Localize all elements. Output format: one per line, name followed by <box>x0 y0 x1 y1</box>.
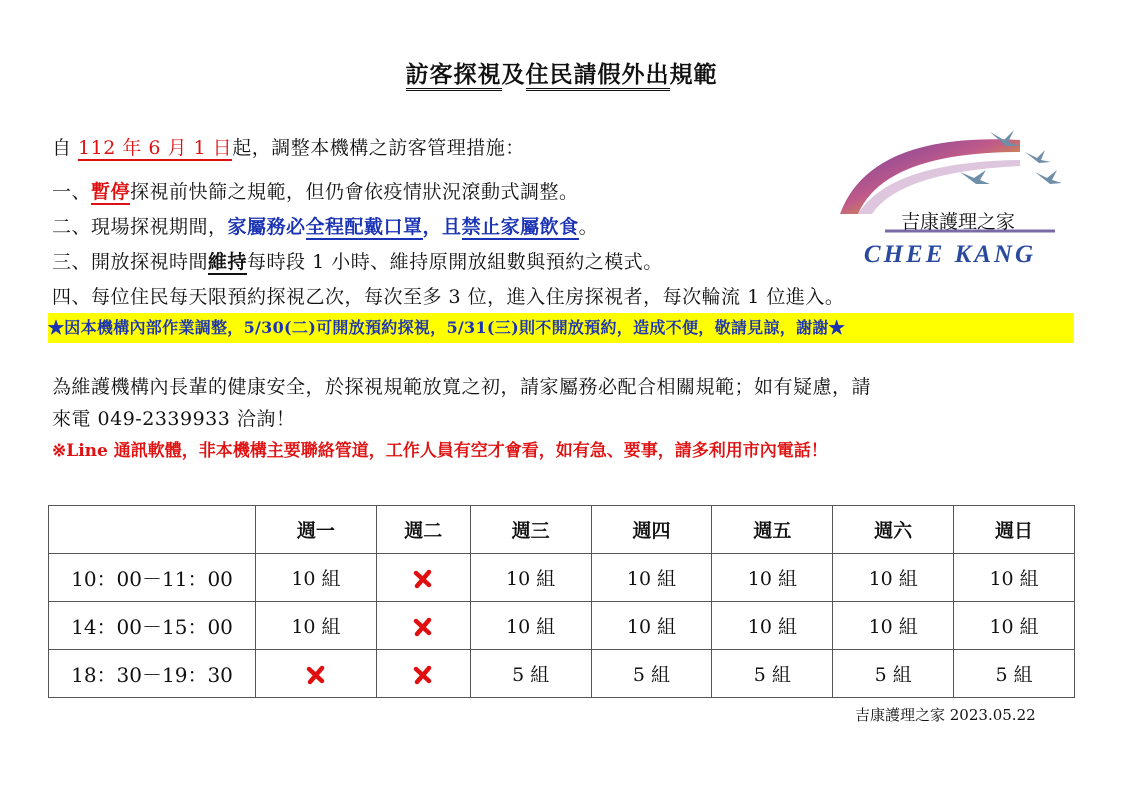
closed-cell <box>376 554 470 602</box>
header-wed: 週三 <box>470 506 591 554</box>
group-count-cell: 5 組 <box>954 650 1075 698</box>
rule-1 <box>52 177 579 204</box>
red-x-icon <box>413 617 433 637</box>
title-part-1: 訪客探視 <box>406 61 502 91</box>
rule-3-b: 維持 <box>208 251 248 273</box>
group-count-cell: 10 組 <box>470 602 591 650</box>
group-count-cell: 5 組 <box>470 650 591 698</box>
intro-prefix: 自 <box>52 137 79 159</box>
rule-2-c: 全程配戴口罩 <box>305 216 423 238</box>
notice-line-2: 來電 049-2339933 洽詢！ <box>52 408 296 430</box>
group-count-cell: 5 組 <box>591 650 712 698</box>
title-part-3: 住民請假外出 <box>526 61 670 91</box>
header-tue: 週二 <box>376 506 470 554</box>
closed-cell <box>376 602 470 650</box>
group-count-cell: 10 組 <box>256 602 377 650</box>
group-count-cell: 10 組 <box>470 554 591 602</box>
group-count-cell: 10 組 <box>954 554 1075 602</box>
page-title <box>0 56 1123 89</box>
red-x-icon <box>306 665 326 685</box>
group-count-cell: 10 組 <box>591 602 712 650</box>
schedule-header-row <box>49 506 1075 554</box>
group-count-cell: 10 組 <box>833 602 954 650</box>
intro-suffix: 起，調整本機構之訪客管理措施： <box>232 137 525 159</box>
notice-line-1: 為維護機構內長輩的健康安全，於探視規範放寬之初，請家屬務必配合相關規範；如有疑慮，請 <box>52 376 872 398</box>
header-blank <box>49 506 256 554</box>
rule-2-a: 二、現場探視期間， <box>52 216 228 238</box>
header-fri: 週五 <box>712 506 833 554</box>
chee-kang-logo <box>830 122 1070 272</box>
time-slot: 14：00－15：00 <box>49 602 256 650</box>
group-count-cell: 10 組 <box>833 554 954 602</box>
table-row <box>49 602 1075 650</box>
rule-3 <box>52 247 663 274</box>
header-mon: 週一 <box>256 506 377 554</box>
rule-3-c: 每時段 1 小時、維持原開放組數與預約之模式。 <box>247 251 663 273</box>
rule-1-highlight: 暫停 <box>91 181 131 203</box>
line-app-notice: ※Line 通訊軟體，非本機構主要聯絡管道，工作人員有空才會看，如有急、要事，請多利用市內電話！ <box>52 441 828 461</box>
time-slot: 18：30－19：30 <box>49 650 256 698</box>
intro-date: 112 年 6 月 1 日 <box>78 137 233 159</box>
table-row <box>49 554 1075 602</box>
time-slot: 10：00－11：00 <box>49 554 256 602</box>
visit-schedule-table <box>48 505 1075 698</box>
footer-signature: 吉康護理之家 2023.05.22 <box>855 706 1036 724</box>
table-row <box>49 650 1075 698</box>
header-thu: 週四 <box>591 506 712 554</box>
group-count-cell: 10 組 <box>591 554 712 602</box>
group-count-cell: 5 組 <box>712 650 833 698</box>
group-count-cell: 5 組 <box>833 650 954 698</box>
rule-2-d: ，且 <box>422 216 462 238</box>
header-sat: 週六 <box>833 506 954 554</box>
rule-2-e: 禁止家屬飲食 <box>461 216 579 238</box>
logo-chinese-name: 吉康護理之家 <box>900 211 1016 233</box>
header-sun: 週日 <box>954 506 1075 554</box>
rule-4: 四、每位住民每天限預約探視乙次，每次至多 3 位，進入住房探視者，每次輪流 1 位進入。 <box>52 286 845 308</box>
group-count-cell: 10 組 <box>954 602 1075 650</box>
rule-3-a: 三、開放探視時間 <box>52 251 209 273</box>
closed-cell <box>256 650 377 698</box>
group-count-cell: 10 組 <box>712 554 833 602</box>
schedule-body <box>49 554 1075 698</box>
rule-2-f: 。 <box>578 216 599 238</box>
rule-1-num: 一、 <box>52 181 92 203</box>
closed-cell <box>376 650 470 698</box>
announcement-banner: ★因本機構內部作業調整，5/30(二)可開放預約探視，5/31(三)則不開放預約，造成不便，敬請見諒，謝謝★ <box>48 313 1074 343</box>
logo-english-name: CHEE KANG <box>863 241 1037 268</box>
title-part-2: 及 <box>501 61 526 88</box>
group-count-cell: 10 組 <box>712 602 833 650</box>
intro-line <box>52 133 525 160</box>
red-x-icon <box>413 569 433 589</box>
rule-2 <box>52 212 598 239</box>
title-part-4: 規範 <box>669 61 718 88</box>
bird-icon <box>960 130 1062 184</box>
group-count-cell: 10 組 <box>256 554 377 602</box>
rule-1-text: 探視前快篩之規範，但仍會依疫情狀況滾動式調整。 <box>130 181 579 203</box>
rule-2-b: 家屬務必 <box>227 216 306 238</box>
red-x-icon <box>413 665 433 685</box>
